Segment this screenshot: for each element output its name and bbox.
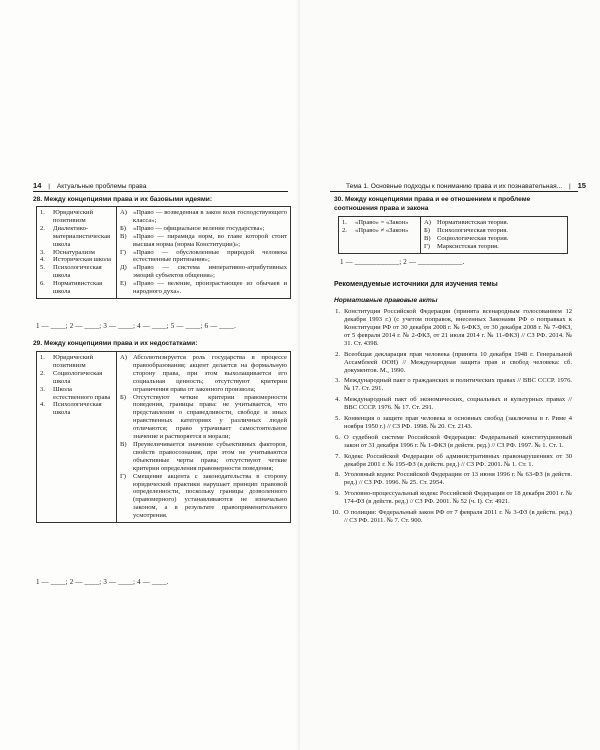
source-number: 9. xyxy=(335,490,340,498)
source-item xyxy=(330,434,572,450)
concept-item-text: Социологическая школа xyxy=(53,369,103,385)
running-title: Тема 1. Основные подходы к пониманию права и их познавательная... xyxy=(346,183,563,190)
source-text: Кодекс Российской Федерации об административных правонарушениях от 30 декабря 2001 г. № 195-ФЗ (в действ. ред.) // СЗ РФ. 2001. № 1. Ст. 1. xyxy=(344,452,572,468)
concept-item-key: 5. xyxy=(40,264,45,272)
sources-subheading: Нормативные правовые акты xyxy=(334,297,438,304)
idea-item-key: В) xyxy=(120,232,127,240)
question-28-concepts xyxy=(37,207,117,299)
shortcoming-item-text: Смещение акцента с законодательства в сторону юридической практики нарушает принцип правовой определенности, поскольку границы дозволенного (правомерного) устанавливаются не изначально законом, а в результате правоприменительного усмотрения. xyxy=(133,472,287,520)
concept-item xyxy=(40,370,113,386)
concept-item xyxy=(40,354,113,370)
theory-item-text: Психологическая теория. xyxy=(437,226,508,234)
question-29-answer-line[interactable]: 1 — ____; 2 — ____; 3 — ____; 4 — ____. xyxy=(36,578,169,586)
idea-item-text: «Право — обусловленные природой человека естественные притязания»; xyxy=(133,248,287,264)
idea-item-key: Е) xyxy=(120,280,127,288)
source-item xyxy=(330,471,572,487)
question-30-title: 30. Между концепциями права и ее отношением к проблеме соотношения права и закона xyxy=(334,196,531,212)
concept-item-text: Историческая школа xyxy=(53,256,112,264)
shortcoming-item xyxy=(120,354,287,394)
right-running-header: Тема 1. Основные подходы к пониманию права и их познавательная... | 15 xyxy=(346,181,587,190)
concept-item xyxy=(40,256,113,264)
question-28-table xyxy=(36,206,291,299)
theory-item xyxy=(424,227,564,235)
concept-item-key: 2. xyxy=(40,369,45,377)
idea-item xyxy=(120,264,287,280)
idea-item-text: «Право — система императивно-атрибутивных эмоций субъектов общения»; xyxy=(133,264,287,280)
question-30-table xyxy=(338,216,568,254)
concept-item-text: Психологическая школа xyxy=(53,401,102,417)
concept-item-key: 1. xyxy=(40,209,45,216)
concept-item-key: 2. xyxy=(342,226,347,234)
shortcoming-item-key: Г) xyxy=(120,472,127,480)
concept-item-key: 2. xyxy=(40,224,45,232)
concept-item-text: Юридический позитивизм xyxy=(53,209,94,224)
concept-item xyxy=(342,219,417,227)
shortcoming-item-key: В) xyxy=(120,440,127,448)
idea-item-key: Г) xyxy=(120,248,127,256)
theory-item xyxy=(424,243,564,251)
concept-item-key: 1. xyxy=(40,354,45,361)
source-number: 3. xyxy=(335,377,340,385)
source-text: Всеобщая декларация прав человека (принята 10 декабря 1948 г. Генеральной Ассамблеей ООН) // Международная защита прав и свобод человека: сб. документов. М., 1990. xyxy=(344,350,572,374)
source-item xyxy=(330,490,572,506)
source-item xyxy=(330,377,572,393)
shortcoming-item xyxy=(120,473,287,520)
concept-item-key: 6. xyxy=(40,280,45,288)
question-30-answer-line[interactable]: 1 — ____________; 2 — ____________. xyxy=(340,258,465,266)
shortcoming-item-text: Преувеличивается значение субъективных факторов, свойств правосознания, при этом не учитываются объективные черты права; отсутствуют четкие критерии определения правомерности поведения; xyxy=(133,440,287,472)
running-title: Актуальные проблемы права xyxy=(56,183,147,190)
question-29-title: 29. Между концепциями права и их недостатками: xyxy=(33,340,198,347)
concept-item-key: 4. xyxy=(40,401,45,409)
sources-heading: Рекомендуемые источники для изучения темы xyxy=(334,281,498,288)
concept-item xyxy=(40,264,113,280)
shortcoming-item-key: А) xyxy=(120,354,127,361)
concept-item-key: 4. xyxy=(40,256,45,264)
idea-item xyxy=(120,209,287,225)
question-28-ideas xyxy=(117,207,291,299)
source-number: 4. xyxy=(335,396,340,404)
source-number: 7. xyxy=(335,452,340,460)
idea-item xyxy=(120,233,287,249)
page-number: 15 xyxy=(577,181,587,190)
idea-item-key: Б) xyxy=(120,224,126,232)
source-item xyxy=(330,453,572,469)
theory-item xyxy=(424,219,564,227)
source-text: Международный пакт об экономических, социальных и культурных правах // ВВС СССР. 1976. № 17. Ст. 291. xyxy=(344,396,572,412)
shortcoming-item xyxy=(120,394,287,441)
source-item xyxy=(330,396,572,412)
source-text: Международный пакт о гражданских и политических правах // ВВС СССР. 1976. № 17. Ст. 291. xyxy=(344,377,572,393)
sources-list xyxy=(330,308,572,528)
idea-item-text: «Право — пирамида норм, во главе которой стоит высшая норма (норма Конституции)»; xyxy=(133,232,287,248)
idea-item-key: Д) xyxy=(120,264,127,272)
question-30-theories xyxy=(421,217,568,254)
question-28-title: 28. Между концепциями права и их базовыми идеями: xyxy=(33,196,213,203)
source-item xyxy=(330,351,572,375)
shortcoming-item-text: Абсолютизируется роль государства в процессе правообразования; акцент делается на формальную сторону права, при этом выхолащивается его социальная ценность; отсутствуют критерии ограничения права от законного произвола; xyxy=(133,354,287,393)
theory-item-key: А) xyxy=(424,219,431,226)
idea-item xyxy=(120,225,287,233)
idea-item-key: А) xyxy=(120,209,127,216)
concept-item-key: 1. xyxy=(342,219,347,226)
concept-item-key: 3. xyxy=(40,385,45,393)
source-number: 10. xyxy=(331,508,340,516)
concept-item-text: «Право» = «Закон» xyxy=(355,219,409,226)
source-number: 1. xyxy=(335,308,340,315)
idea-item-text: «Право — официальное веление государства»; xyxy=(133,224,265,232)
source-text: Уголовно-процессуальный кодекс Российской Федерации от 18 декабря 2001 г. № 174-ФЗ (в действ. ред.) // СЗ РФ. 2001. № 52 (ч. I). Ст. 4921. xyxy=(344,490,572,506)
source-number: 2. xyxy=(335,350,340,358)
shortcoming-item-text: Отсутствуют четкие критерии правомерности поведения, границы права: не учитывается, что представления о справедливости, свободе и иных нравственных категориях у различных людей отличаются; право утрачивает самостоятельное значение и растворяется в морали; xyxy=(133,393,287,441)
page-number: 14 xyxy=(33,181,42,190)
concept-item xyxy=(40,401,113,417)
concept-item-key: 3. xyxy=(40,248,45,256)
left-running-header: 14 | Актуальные проблемы права xyxy=(33,181,147,190)
source-text: Конвенция о защите прав человека и основных свобод (заключена в г. Риме 4 ноября 1950 г.) // СЗ РФ. 1998. № 20. Ст. 2143. xyxy=(344,415,572,430)
theory-item-key: В) xyxy=(424,234,431,242)
concept-item xyxy=(40,386,113,402)
source-number: 5. xyxy=(335,415,340,422)
theory-item-text: Марксистская теория. xyxy=(437,242,499,250)
concept-item xyxy=(40,249,113,257)
question-29-shortcomings xyxy=(117,352,291,523)
question-28-answer-line[interactable]: 1 — ____; 2 — ____; 3 — ____; 4 — ____; 5 — ____; 6 — ____. xyxy=(36,322,237,330)
source-number: 6. xyxy=(335,433,340,441)
theory-item-text: Нормативистская теория. xyxy=(437,219,509,226)
idea-item-text: «Право — веление, произрастающее из обычаев и народного духа». xyxy=(133,280,287,296)
source-text: Уголовный кодекс Российской Федерации от 13 июня 1996 г. № 63-ФЗ (в действ. ред.) // СЗ РФ. 1996. № 25. Ст. 2954. xyxy=(344,471,572,487)
concept-item xyxy=(342,227,417,235)
idea-item xyxy=(120,280,287,296)
shortcoming-item-key: Б) xyxy=(120,393,126,401)
question-29-table xyxy=(36,351,291,523)
concept-item-text: Школа естественного права xyxy=(53,385,111,401)
concept-item xyxy=(40,280,113,296)
theory-item-key: Б) xyxy=(424,226,430,234)
concept-item-text: Диалектико-материалистическая школа xyxy=(53,224,111,248)
theory-item-text: Социологическая теория. xyxy=(437,234,509,242)
source-text: О полиции: Федеральный закон РФ от 7 февраля 2011 г. № 3-ФЗ (в действ. ред.) // СЗ РФ. 2011. № 7. Ст. 900. xyxy=(344,508,572,524)
concept-item xyxy=(40,209,113,225)
source-number: 8. xyxy=(335,471,340,479)
theory-item xyxy=(424,235,564,243)
question-29-concepts xyxy=(37,352,117,523)
question-30-concepts xyxy=(339,217,421,254)
source-item xyxy=(330,509,572,525)
source-text: О судебной системе Российской Федерации: Федеральный конституционный закон от 31 декабря 1996 г. № 1-ФКЗ (в действ. ред.) // СЗ РФ. 1997. № 1. Ст. 1. xyxy=(344,433,572,449)
theory-item-key: Г) xyxy=(424,242,431,250)
concept-item-text: Нормативистская школа xyxy=(53,280,103,296)
concept-item-text: Психологическая школа xyxy=(53,264,102,280)
idea-item-text: «Право — возведенная в закон воля господствующего класса»; xyxy=(133,209,287,224)
header-rule xyxy=(330,191,578,192)
source-item xyxy=(330,415,572,431)
source-text: Конституция Российской Федерации (принята всенародным голосованием 12 декабря 1993 г.) (с учетом поправок, внесенных Законами РФ о поправках к Конституции РФ от 30 декабря 2008 г. № 6-ФКЗ, от 30 декабря 2008 г. № 7-ФКЗ, от 5 февраля 2014 г. № 2-ФКЗ, от 21 июля 2014 г. № 11-ФКЗ) // СЗ РФ. 2014. № 31. Ст. 4398. xyxy=(344,308,572,347)
header-rule xyxy=(33,191,288,192)
concept-item-text: «Право» ≠ «Закон» xyxy=(355,226,409,234)
concept-item-text: Юснатурализм xyxy=(53,248,95,256)
source-item xyxy=(330,308,572,348)
idea-item xyxy=(120,249,287,265)
right-page xyxy=(300,0,600,750)
shortcoming-item xyxy=(120,441,287,473)
concept-item xyxy=(40,225,113,249)
concept-item-text: Юридический позитивизм xyxy=(53,354,94,369)
